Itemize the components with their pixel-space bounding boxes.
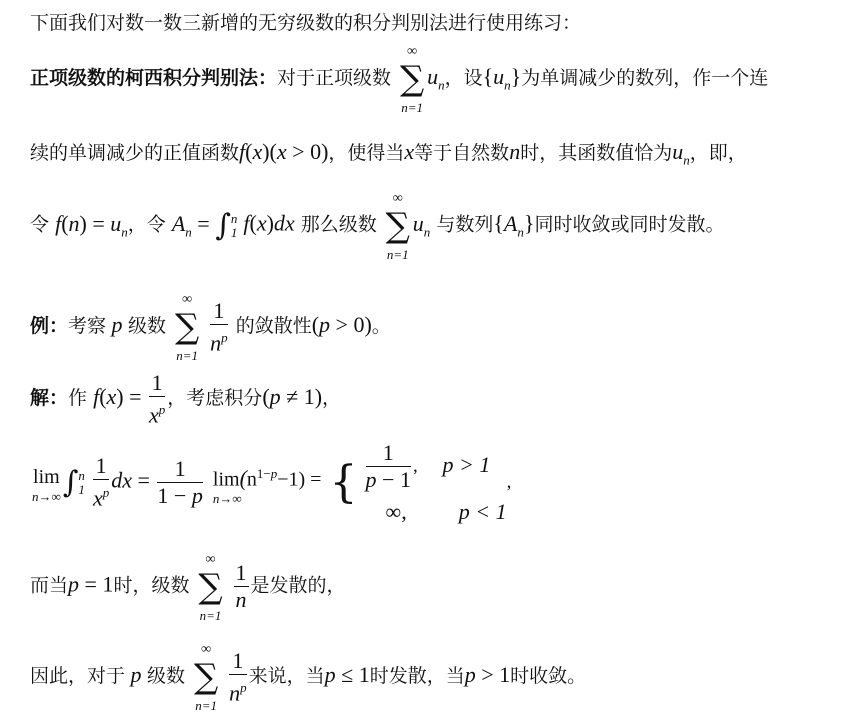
- math-term: x: [404, 139, 415, 164]
- math-term: n: [509, 139, 521, 164]
- solution-text: 而当: [30, 574, 69, 597]
- math-term: p > 1: [464, 662, 511, 688]
- fraction: $\frac{1}{n}$: [235, 560, 247, 612]
- example-line: [30, 292, 391, 364]
- math-term: f(x)dx: [243, 210, 295, 236]
- lim-block: lim n→∞: [32, 465, 61, 504]
- case-condition: p > 1: [442, 451, 491, 477]
- example-text: 的敛散性: [235, 315, 312, 338]
- sum-symbol: ∞ ∑ n=1: [193, 642, 219, 714]
- theorem-text: ，令: [127, 213, 166, 236]
- fraction: $\frac{1}{1 - p}$: [157, 456, 203, 508]
- math-term: p: [125, 662, 148, 688]
- case-condition: p < 1: [458, 499, 507, 524]
- math-term: p ≤ 1: [324, 662, 370, 688]
- math-term: (p ≠ 1): [262, 384, 323, 410]
- fraction: $\frac{1}{x^p}$: [149, 370, 166, 428]
- theorem-text: 对于正项级数: [277, 67, 392, 89]
- math-term: $f(n) = u_n$: [55, 210, 128, 239]
- math-term: $u_n$: [672, 139, 690, 168]
- solution-line-2: [30, 551, 346, 623]
- theorem-line-2: [30, 138, 747, 168]
- example-text: 级数: [128, 315, 167, 338]
- intro-text: 下面我们对数一数三新增的无穷级数的积分判别法进行使用练习：: [30, 12, 582, 34]
- solution-text: 级数: [147, 665, 186, 688]
- solution-text: ，考虑积分: [167, 387, 263, 410]
- theorem-text: 为单调减少的数列，作一个连: [521, 67, 769, 89]
- fraction: $\frac{1}{n^p}$: [229, 648, 247, 706]
- solution-text: 作: [68, 387, 88, 410]
- sum-symbol: ∞ ∑ n=1: [399, 44, 425, 115]
- limit-equation: lim n→∞ ∫n 1 $\frac{1}{x^p}$ dx = $\frac{1}{1 - p}$ $\lim(n^{1-p}-1)$ = n→∞ { $\frac{1}{p - 1}$ , p > 1 ∞, p < 1 ,: [32, 440, 512, 524]
- theorem-text: ，即，: [689, 142, 747, 164]
- math-term: p = 1: [68, 571, 114, 597]
- math-term: $u_n$: [412, 210, 431, 239]
- theorem-text: ，设: [444, 67, 483, 89]
- theorem-heading: 正项级数的柯西积分判别法：: [30, 67, 278, 89]
- theorem-line-3: 令 $f(n) = u_n$，令 $A_n = \int n$ 1 f(x)dx 那么级数 ∞ ∑ n=1 $u_n$ 与数列$\{A_n\}$同时收敛或同时发散。: [30, 190, 725, 262]
- case-value: ∞,: [385, 499, 407, 524]
- math-term: p: [106, 312, 129, 338]
- theorem-line-1: [30, 44, 769, 115]
- theorem-text: 等于自然数: [414, 142, 510, 164]
- fraction: $\frac{1}{n^p}$: [210, 298, 228, 356]
- theorem-text: 时，其函数值恰为: [520, 142, 673, 164]
- solution-text: ，: [322, 387, 342, 410]
- solution-heading: 解：: [30, 387, 69, 410]
- theorem-text: 那么级数: [300, 213, 377, 236]
- sum-symbol: ∞ ∑ n=1: [198, 551, 223, 623]
- fraction: $\frac{1}{x^p}$: [92, 453, 110, 511]
- lim-block: $\lim(n^{1-p}-1)$ = n→∞: [212, 465, 322, 507]
- theorem-text: 同时收敛或同时发散。: [534, 213, 725, 236]
- math-term: f(x)(x > 0): [239, 139, 329, 164]
- math-term: f(x) =: [93, 384, 148, 410]
- theorem-text: 与数列: [436, 213, 494, 236]
- theorem-text: 续的单调减少的正值函数: [30, 142, 240, 164]
- example-heading: 例：: [30, 315, 69, 338]
- fraction: $\frac{1}{p - 1}$: [365, 440, 411, 492]
- theorem-text: 令: [30, 213, 50, 236]
- math-term: $\{A_n\}$: [493, 210, 535, 239]
- math-term: $A_n$ =: [171, 210, 216, 239]
- math-term: $u_n$: [427, 64, 445, 93]
- sum-symbol: ∞ ∑ n=1: [174, 292, 200, 364]
- solution-text: 时收敛。: [510, 665, 587, 688]
- math-term: $\{u_n\}$: [482, 64, 522, 93]
- solution-text: 时发散，当: [369, 665, 465, 688]
- theorem-text: ，使得当: [328, 142, 405, 164]
- solution-text: 因此，对于: [30, 665, 126, 688]
- solution-text: 时，级数: [113, 574, 190, 597]
- math-term: (p > 0): [311, 312, 372, 338]
- example-text: 。: [371, 315, 391, 338]
- solution-line-1: [30, 370, 341, 428]
- solution-text: 来说，当: [248, 665, 325, 688]
- sum-symbol: ∞ ∑ n=1: [385, 190, 410, 262]
- example-text: 考察: [68, 315, 107, 338]
- solution-text: 是发散的，: [250, 574, 346, 597]
- solution-line-3: [30, 642, 587, 714]
